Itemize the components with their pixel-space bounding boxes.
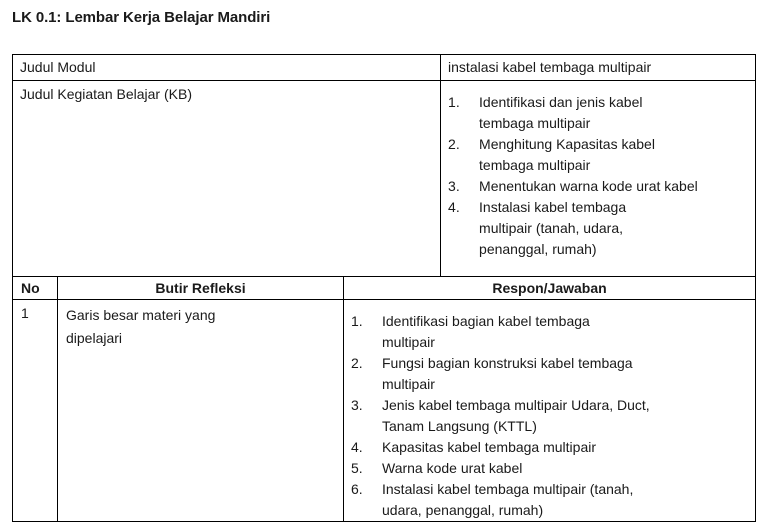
kb-item-text: Menghitung Kapasitas kabel [479, 136, 655, 152]
kb-item-text: multipair (tanah, udara, [479, 220, 623, 236]
kb-item-text: Instalasi kabel tembaga [479, 199, 627, 215]
respon-text: multipair [382, 334, 435, 350]
kb-item-text: penanggal, rumah) [479, 241, 597, 257]
kb-row [13, 81, 756, 277]
module-value-cell [441, 55, 756, 81]
header-no: No [13, 277, 58, 300]
kb-item-number: 2. [448, 136, 460, 152]
kb-item-number: 1. [448, 94, 460, 110]
respon-text: multipair [382, 376, 435, 392]
respon-text: Fungsi bagian konstruksi kabel tembaga [382, 355, 633, 371]
kb-item-text: Identifikasi dan jenis kabel [479, 94, 643, 110]
reflection-row [13, 300, 756, 522]
respon-text: Kapasitas kabel tembaga multipair [382, 439, 597, 455]
respon-text: Instalasi kabel tembaga multipair (tanah, [382, 481, 634, 497]
kb-list-item [441, 197, 755, 260]
respon-number: 6. [351, 481, 363, 497]
header-butir: Butir Refleksi [58, 277, 344, 300]
respon-number: 4. [351, 439, 363, 455]
respon-item [344, 311, 755, 353]
kb-list-item [441, 134, 755, 176]
respon-text: Tanam Langsung (KTTL) [382, 418, 537, 434]
page-title: LK 0.1: Lembar Kerja Belajar Mandiri [12, 9, 271, 26]
kb-label: Judul Kegiatan Belajar (KB) [20, 86, 192, 102]
respon-item [344, 353, 755, 395]
respon-item [344, 437, 755, 458]
respon-number: 1. [351, 313, 363, 329]
reflection-header-row [13, 277, 756, 300]
respon-text: Jenis kabel tembaga multipair Udara, Duct, [382, 397, 650, 413]
module-label-cell [13, 55, 441, 81]
module-label: Judul Modul [20, 59, 96, 75]
row-butir-cell [58, 300, 344, 522]
kb-item-text: tembaga multipair [479, 157, 591, 173]
kb-item-text: tembaga multipair [479, 115, 591, 131]
module-value: instalasi kabel tembaga multipair [448, 59, 652, 75]
respon-list [344, 300, 755, 521]
row-no-cell [13, 300, 58, 522]
kb-value-cell [441, 81, 756, 277]
kb-list-item [441, 176, 755, 197]
respon-text: Identifikasi bagian kabel tembaga [382, 313, 590, 329]
respon-number: 2. [351, 355, 363, 371]
butir-line: Garis besar materi yang [66, 307, 216, 323]
butir-line: dipelajari [66, 330, 123, 346]
worksheet-table [12, 54, 756, 522]
respon-item [344, 458, 755, 479]
kb-item-number: 4. [448, 199, 460, 215]
row-respon-cell [344, 300, 756, 522]
respon-number: 3. [351, 397, 363, 413]
kb-list-item [441, 92, 755, 134]
row-no: 1 [21, 305, 29, 321]
respon-number: 5. [351, 460, 363, 476]
kb-item-number: 3. [448, 178, 460, 194]
module-row [13, 55, 756, 81]
kb-label-cell [13, 81, 441, 277]
respon-text: udara, penanggal, rumah) [382, 502, 544, 518]
respon-item [344, 479, 755, 521]
header-respon: Respon/Jawaban [344, 277, 756, 300]
row-butir [58, 300, 343, 354]
kb-item-text: Menentukan warna kode urat kabel [479, 178, 698, 194]
respon-text: Warna kode urat kabel [382, 460, 523, 476]
respon-item [344, 395, 755, 437]
kb-list [441, 81, 755, 260]
